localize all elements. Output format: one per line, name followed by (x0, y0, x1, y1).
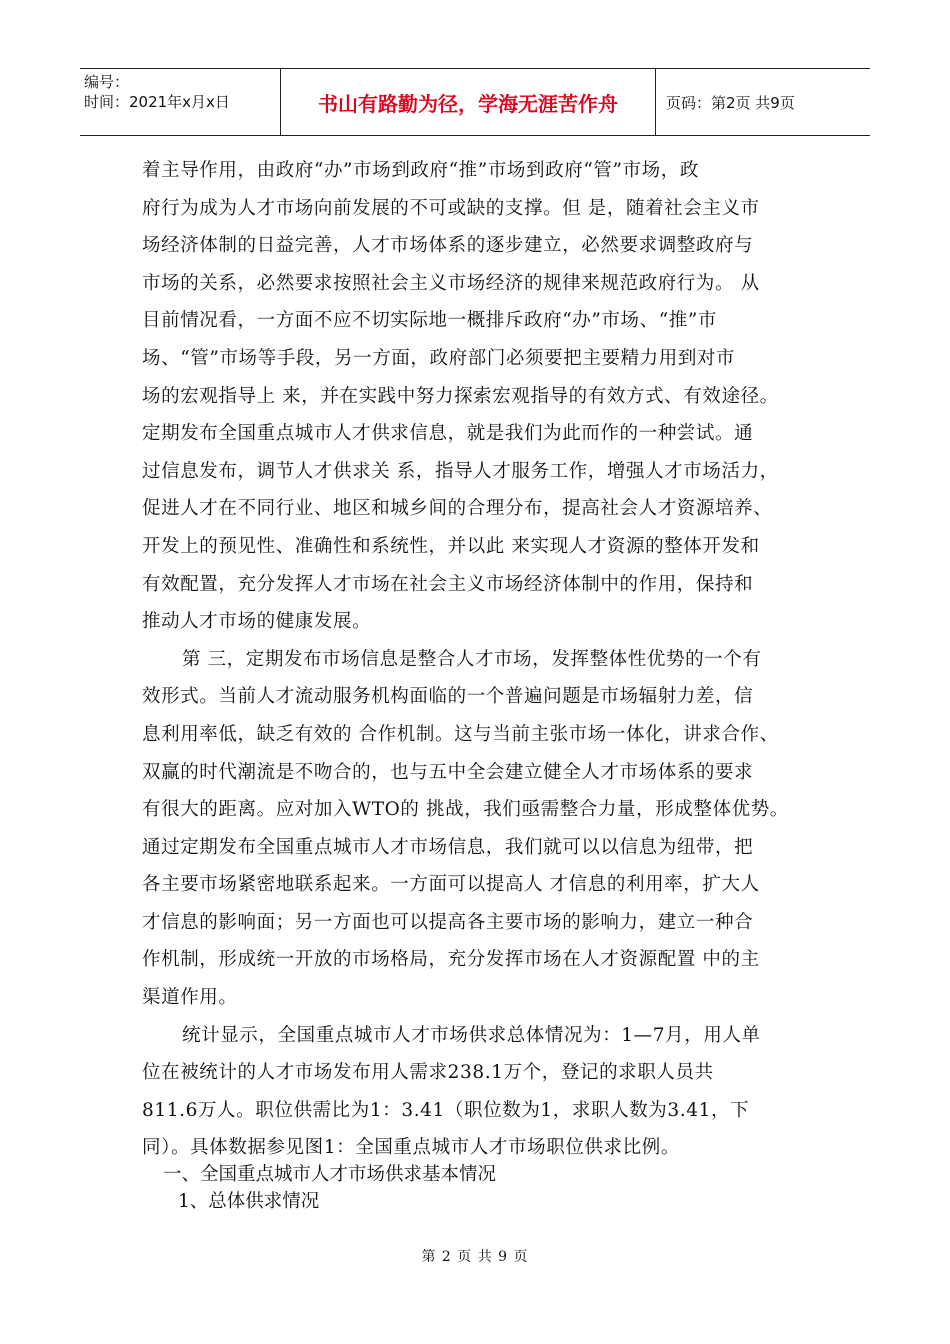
body-line: 府行为成为人才市场向前发展的不可或缺的支撑。但 是，随着社会主义市 (142, 197, 760, 219)
document-body (142, 152, 832, 1167)
body-line: 推动人才市场的健康发展。 (142, 611, 372, 633)
header-motto: 书山有路勤为径，学海无涯苦作舟 (280, 69, 656, 135)
body-line: 场经济体制的日益完善，人才市场体系的逐步建立，必然要求调整政府与 (142, 235, 754, 257)
body-line: 场的宏观指导上 来，并在实践中努力探索宏观指导的有效方式、有效途径。 (142, 385, 779, 407)
body-line: 各主要市场紧密地联系起来。一方面可以提高人 才信息的利用率，扩大人 (142, 874, 760, 896)
body-line: 通过定期发布全国重点城市人才市场信息，我们就可以以信息为纽带，把 (142, 836, 754, 858)
body-line: 过信息发布，调节人才供求关 系，指导人才服务工作，增强人才市场活力， (142, 460, 779, 482)
header-meta (80, 69, 280, 135)
body-line: 目前情况看，一方面不应不切实际地一概排斥政府“办”市场、“推”市 (142, 310, 718, 332)
body-line: 第 三，定期发布市场信息是整合人才市场，发挥整体性优势的一个有 (182, 648, 762, 670)
section-heading: 一、全国重点城市人才市场供求基本情况 (163, 1164, 497, 1185)
document-number-label: 编号： (84, 73, 130, 91)
body-line: 双赢的时代潮流是不吻合的，也与五中全会建立健全人才市场体系的要求 (142, 761, 754, 783)
body-line: 场、“管”市场等手段，另一方面，政府部门必须要把主要精力用到对市 (142, 347, 736, 369)
body-line: 促进人才在不同行业、地区和城乡间的合理分布，提高社会人才资源培养、 (142, 498, 773, 520)
body-line: 渠道作用。 (142, 987, 238, 1009)
body-line: 市场的关系，必然要求按照社会主义市场经济的规律来规范政府行为。 从 (142, 272, 760, 294)
body-line: 作机制，形成统一开放的市场格局，充分发挥市场在人才资源配置 中的主 (142, 949, 760, 971)
subsection-heading: 1、总体供求情况 (178, 1191, 320, 1212)
body-line: 同）。具体数据参见图1：全国重点城市人才市场职位供求比例。 (142, 1137, 680, 1159)
body-line: 统计显示，全国重点城市人才市场供求总体情况为：1—7月，用人单 (182, 1024, 761, 1046)
body-line: 开发上的预见性、准确性和系统性，并以此 来实现人才资源的整体开发和 (142, 535, 760, 557)
body-line: 定期发布全国重点城市人才供求信息，就是我们为此而作的一种尝试。通 (142, 423, 754, 445)
body-line: 有效配置，充分发挥人才市场在社会主义市场经济体制中的作用，保持和 (142, 573, 754, 595)
page-footer: 第 2 页 共 9 页 (421, 1249, 529, 1265)
body-line: 才信息的影响面；另一方面也可以提高各主要市场的影响力，建立一种合 (142, 911, 754, 933)
body-line: 位在被统计的人才市场发布用人需求238.1万个，登记的求职人员共 (142, 1062, 714, 1084)
body-line: 息利用率低，缺乏有效的 合作机制。这与当前主张市场一体化，讲求合作、 (142, 723, 779, 745)
body-line: 有很大的距离。应对加入WTO的 挑战，我们亟需整合力量，形成整体优势。 (142, 799, 789, 821)
body-line: 着主导作用，由政府“办”市场到政府“推”市场到政府“管”市场，政 (142, 160, 699, 181)
page-header (80, 68, 870, 136)
header-page-code: 页码：第2页 共9页 (666, 93, 795, 112)
body-line: 811.6万人。职位供需比为1：3.41（职位数为1，求职人数为3.41，下 (142, 1099, 750, 1121)
document-time-label: 时间：2021年x月x日 (84, 93, 230, 111)
body-line: 效形式。当前人才流动服务机构面临的一个普遍问题是市场辐射力差，信 (142, 686, 754, 708)
